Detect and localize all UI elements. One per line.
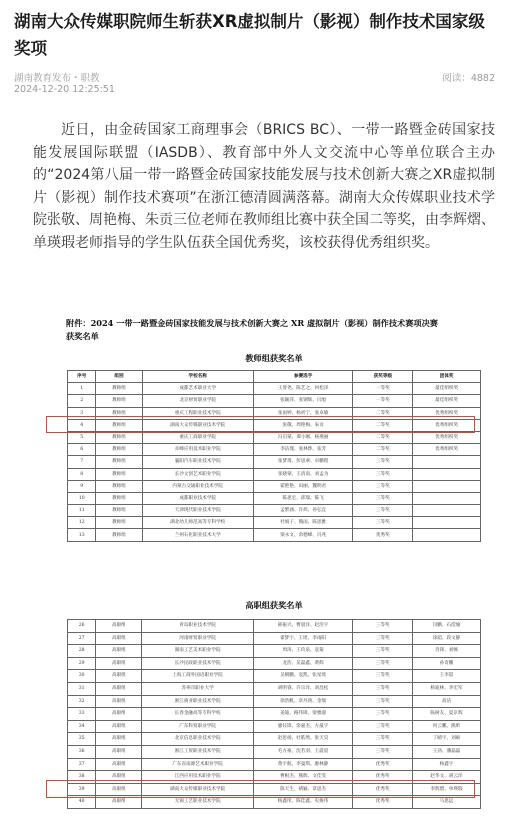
cell-index: 29 [68,657,96,670]
cell-team-award: 李辉熠、单瑛瑕 [413,783,481,796]
cell-award: 一等奖 [353,383,413,395]
cell-team-award [413,492,481,504]
cell-award: 三等奖 [353,480,413,492]
cell-group: 教师组 [96,517,142,529]
cell-school: 湖北幼儿师范高等专科学校 [142,517,253,529]
cell-members: 吴朝鹏、袁凯、张星琦 [253,670,353,683]
cell-index: 38 [68,771,96,784]
cell-members: 杜娟子、熊雨、陈思雅 [253,517,353,529]
cell-school: 成都职业技术学院 [142,492,253,504]
teacher-award-table [67,370,481,542]
table-row [68,620,481,633]
cell-school: 浙江工贸职业技术学院 [142,745,253,758]
cell-group: 教师组 [96,395,142,407]
cell-award: 三等奖 [353,695,413,708]
cell-team-award: 陈树友、夏京辉 [413,708,481,721]
cell-members: 翟梦宇、王瑶、李雨阳 [253,632,353,645]
table-row [68,456,481,468]
table-row [68,419,481,431]
cell-award: 优秀奖 [353,758,413,771]
cell-group: 高职组 [96,708,142,721]
cell-team-award: 何云鹏、熊昕 [413,720,481,733]
table-row [68,517,481,529]
table-row [68,480,481,492]
cell-team-award [413,456,481,468]
cell-team-award: 肖锋、刘畅 [413,645,481,658]
article-source[interactable]: 湖南教育发布・职教 [14,73,100,84]
table-row [68,492,481,504]
table-row [68,758,481,771]
cell-school: 重庆工程职业技术学院 [142,407,253,419]
cell-group: 高职组 [96,657,142,670]
cell-index: 40 [68,796,96,809]
cell-index: 27 [68,632,96,645]
cell-group: 教师组 [96,468,142,480]
cell-team-award: 最佳组织奖 [413,383,481,395]
cell-members: 王誉尧、陈艺之、何松泽 [253,383,353,395]
cell-group: 教师组 [96,407,142,419]
cell-members: 姜迪、路伟锋、梁雅淑 [253,708,353,721]
cell-members: 廖钰锋、余嘉杰、方晟宇 [253,720,353,733]
cell-school: 天津现代职业技术学院 [142,505,253,517]
cell-index: 8 [68,468,96,480]
cell-members: 陈天生、褚颖、章思杰 [253,783,353,796]
cell-group: 高职组 [96,695,142,708]
cell-index: 2 [68,395,96,407]
table-row [68,529,481,541]
cell-group: 教师组 [96,456,142,468]
column-header: 获奖等级 [353,371,413,383]
table-row [68,657,481,670]
cell-school: 河南财贸职业学院 [142,632,253,645]
cell-award: 三等奖 [353,456,413,468]
cell-award: 三等奖 [353,720,413,733]
cell-index: 33 [68,708,96,721]
cell-group: 高职组 [96,670,142,683]
cell-school: 兰州石化职业技术大学 [142,529,253,541]
column-header: 序号 [68,371,96,383]
cell-members: 周涛、王玖泉、袁菊 [253,645,353,658]
award-list-image-teacher [60,317,488,607]
cell-team-award [413,529,481,541]
cell-group: 高职组 [96,783,142,796]
cell-members: 张敬、周艳梅、朱贡 [253,419,353,431]
cell-group: 高职组 [96,733,142,746]
cell-index: 10 [68,492,96,504]
cell-award: 一等奖 [353,395,413,407]
table-row [68,468,481,480]
cell-school: 重庆工商职业学院 [142,431,253,443]
table-row [68,720,481,733]
table-row [68,632,481,645]
cell-group: 教师组 [96,529,142,541]
cell-award: 二等奖 [353,419,413,431]
cell-team-award: 丁晴宇、刘硕 [413,733,481,746]
award-list-image-student [60,600,488,836]
cell-group: 高职组 [96,771,142,784]
table-row [68,395,481,407]
cell-group: 高职组 [96,745,142,758]
cell-award: 三等奖 [353,682,413,695]
cell-members: 龙浩、吴磊鑫、黄辉 [253,657,353,670]
cell-award: 三等奖 [353,620,413,633]
cell-school: 赤峰应用技术职业学院 [142,444,253,456]
cell-index: 4 [68,419,96,431]
cell-team-award: 马思远 [413,796,481,809]
cell-team-award: 徐超、段文静 [413,632,481,645]
cell-index: 12 [68,517,96,529]
cell-award: 三等奖 [353,632,413,645]
cell-group: 高职组 [96,758,142,771]
table-row [68,444,481,456]
article-paragraph: 近日，由金砖国家工商理事会（BRICS BC）、一带一路暨金砖国家技能发展国际联盟（IASDB）、教育部中外人文交流中心等单位联合主办的“2024第八届一带一路暨金砖国家技能发展与技术创新大赛之XR虚拟制片（影视）制作技术赛项”在浙江德清圆满落幕。湖南大众传媒职业技术学院张敬、周艳梅、朱贡三位老师在教师组比赛中获全国二等奖，由李辉熠、单瑛瑕老师指导的学生队伍获全国优秀奖，该校获得优秀组织奖。 [33,122,495,251]
cell-team-award [413,505,481,517]
cell-index: 7 [68,456,96,468]
cell-award: 优秀奖 [353,783,413,796]
cell-members: 张雨婷、杨祈宁、张卓敏 [253,407,353,419]
cell-school: 襄阳汽车职业技术学院 [142,456,253,468]
cell-group: 教师组 [96,431,142,443]
cell-group: 高职组 [96,720,142,733]
table-row [68,733,481,746]
cell-team-award: 优秀组织奖 [413,407,481,419]
cell-school: 广东科贸职业学院 [142,720,253,733]
cell-members: 孟繁涵、许炜、孙弘宜 [253,505,353,517]
cell-school: 湖南大众传媒职业技术学院 [142,783,253,796]
cell-school: 湖南工艺美术职业学院 [142,645,253,658]
student-group-subtitle: 高职组获奖名单 [245,600,303,610]
cell-group: 教师组 [96,480,142,492]
cell-school: 长沙文创艺术职业学院 [142,468,253,480]
cell-index: 26 [68,620,96,633]
cell-members: 梁永文、余德峰、冯兆 [253,529,353,541]
cell-index: 36 [68,745,96,758]
cell-team-award [413,468,481,480]
table-row [68,745,481,758]
cell-team-award: 优秀组织奖 [413,419,481,431]
cell-team-award: 高洁 [413,695,481,708]
column-header: 团体奖 [413,371,481,383]
cell-school: 苏州市职业大学 [142,682,253,695]
cell-index: 1 [68,383,96,395]
cell-index: 37 [68,758,96,771]
cell-index: 30 [68,670,96,683]
cell-index: 32 [68,695,96,708]
table-row [68,783,481,796]
cell-members: 徐浩帆、章丹鸿、金瑞 [253,695,353,708]
table-header-row [68,371,481,383]
cell-award: 三等奖 [353,670,413,683]
cell-members: 张晓蒙、王清南、刘孟为 [253,468,353,480]
cell-index: 34 [68,720,96,733]
student-award-table [67,619,481,809]
cell-school: 江西应用技术职业学院 [142,771,253,784]
cell-group: 教师组 [96,492,142,504]
cell-team-award: 最佳组织奖 [413,395,481,407]
cell-members: 陈思宏、邱瑞、陈飞 [253,492,353,504]
table-row [68,670,481,683]
cell-school: 成都艺术职业大学 [142,383,253,395]
cell-team-award: 王李喆 [413,670,481,683]
cell-team-award: 闫鹏、石滢瑜 [413,620,481,633]
cell-award: 三等奖 [353,708,413,721]
article-timestamp: 2024-12-20 12:25:51 [14,84,115,95]
table-row [68,407,481,419]
cell-award: 三等奖 [353,492,413,504]
cell-award: 三等奖 [353,517,413,529]
cell-members: 霍艳艳、田丽、魏明君 [253,480,353,492]
cell-members: 韩振兴、曹晨洋、赵浩宇 [253,620,353,633]
table-row [68,682,481,695]
read-count: 阅读：4882 [442,73,495,84]
cell-members: 杨鑫彤、陈佳鑫、史俊伟 [253,796,353,809]
cell-award: 二等奖 [353,431,413,443]
cell-school: 湖南大众传媒职业技术学院 [142,419,253,431]
table-row [68,771,481,784]
column-header: 参赛选手 [253,371,353,383]
cell-group: 高职组 [96,645,142,658]
table-row [68,505,481,517]
cell-group: 教师组 [96,383,142,395]
cell-members: 黄宇航、李曼琪、廖林静 [253,758,353,771]
cell-school: 长春金融高等专科学校 [142,708,253,721]
cell-award: 二等奖 [353,444,413,456]
cell-award: 三等奖 [353,505,413,517]
cell-team-award: 优秀组织奖 [413,431,481,443]
cell-award: 三等奖 [353,733,413,746]
cell-index: 5 [68,431,96,443]
cell-award: 三等奖 [353,657,413,670]
cell-school: 无锡工艺职业技术学院 [142,796,253,809]
cell-members: 曹根杰、熊辉、文佳雯 [253,771,353,784]
cell-group: 高职组 [96,620,142,633]
cell-team-award: 孙奇鹏 [413,657,481,670]
table-row [68,645,481,658]
cell-index: 35 [68,733,96,746]
table-row [68,708,481,721]
cell-school: 内蒙古交通职业技术学院 [142,480,253,492]
cell-school: 长沙民政职业技术学院 [142,657,253,670]
cell-award: 三等奖 [353,745,413,758]
cell-members: 毛方豪、沈若羽、王震宸 [253,745,353,758]
article-title: 湖南大众传媒职院师生斩获XR虚拟制片（影视）制作技术国家级奖项 [14,12,485,58]
cell-team-award: 杨迪林、李宏军 [413,682,481,695]
cell-school: 北京信息职业技术学院 [142,733,253,746]
column-header: 学校名称 [142,371,253,383]
cell-index: 28 [68,645,96,658]
cell-group: 高职组 [96,632,142,645]
attachment-heading-line1: 附件：2024 一带一路暨金砖国家技能发展与技术创新大赛之 XR 虚拟制片（影视）制作技术赛项决赛 [66,318,438,328]
cell-team-award: 优秀组织奖 [413,444,481,456]
cell-school: 北京财贸职业学院 [142,395,253,407]
cell-index: 39 [68,783,96,796]
table-row [68,796,481,809]
cell-team-award [413,517,481,529]
table-row [68,695,481,708]
cell-award: 优秀奖 [353,529,413,541]
cell-group: 教师组 [96,505,142,517]
cell-team-award: 王劲、潘磊磊 [413,745,481,758]
cell-members: 李洁瑾、张林烨、张芳 [253,444,353,456]
cell-school: 浙江商业职业技术学院 [142,695,253,708]
cell-members: 冯启蒙、谭小刚、杨燕丽 [253,431,353,443]
cell-school: 上海工商外国语职业学院 [142,670,253,683]
cell-group: 高职组 [96,796,142,809]
cell-index: 31 [68,682,96,695]
cell-index: 11 [68,505,96,517]
cell-index: 3 [68,407,96,419]
cell-team-award: 杨鑫宇 [413,758,481,771]
cell-award: 三等奖 [353,645,413,658]
cell-group: 高职组 [96,682,142,695]
cell-award: 优秀奖 [353,771,413,784]
attachment-heading-line2: 获奖名单 [66,331,99,341]
cell-index: 13 [68,529,96,541]
cell-index: 9 [68,480,96,492]
cell-members: 张颖萍、张钢辉、闫旭 [253,395,353,407]
cell-members: 张梦琦、彭思翠、卓鹏程 [253,456,353,468]
cell-members: 赵思扬、杜皓然、张天昊 [253,733,353,746]
cell-members: 胡明睿、许宗洋、刘昌松 [253,682,353,695]
teacher-group-subtitle: 教师组获奖名单 [245,353,303,363]
attachment-heading [66,317,488,343]
cell-team-award [413,480,481,492]
cell-award: 优秀奖 [353,796,413,809]
cell-award: 三等奖 [353,468,413,480]
table-row [68,431,481,443]
table-row [68,383,481,395]
cell-group: 教师组 [96,419,142,431]
column-header: 组别 [96,371,142,383]
cell-team-award: 赵华文、胡云洋 [413,771,481,784]
cell-award: 二等奖 [353,407,413,419]
cell-index: 6 [68,444,96,456]
cell-school: 广东省南源艺术职业学院 [142,758,253,771]
cell-group: 教师组 [96,444,142,456]
cell-school: 青岛职业技术学院 [142,620,253,633]
